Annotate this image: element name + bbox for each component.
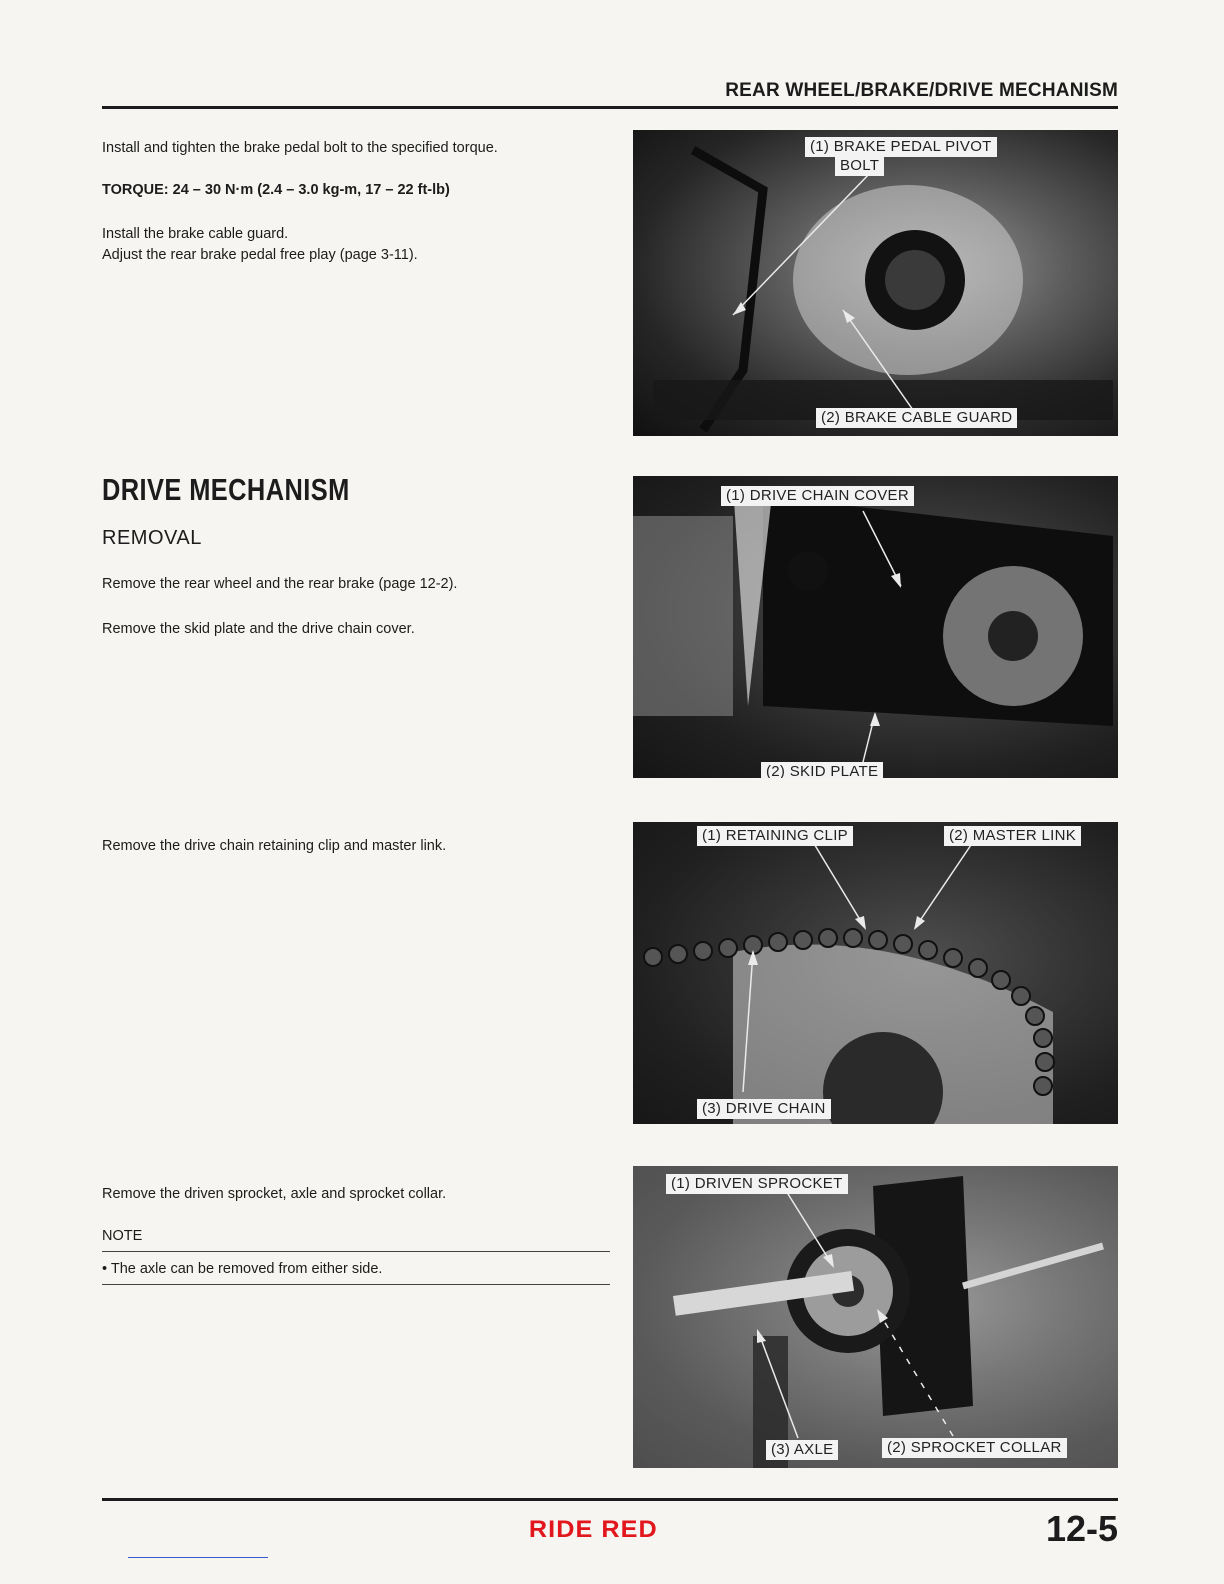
callout-brake-cable-guard: (2) BRAKE CABLE GUARD [816, 408, 1017, 428]
photo-driven-sprocket [633, 1166, 1118, 1468]
callout-brake-pedal-pivot-bolt: BOLT [835, 156, 884, 176]
callout-sprocket-collar: (2) SPROCKET COLLAR [882, 1438, 1067, 1458]
callout-master-link: (2) MASTER LINK [944, 826, 1081, 846]
photo-drive-chain-art [633, 822, 1118, 1124]
photo-drive-chain-cover-art [633, 476, 1118, 778]
page-number: 12-5 [1045, 1508, 1118, 1549]
header-title: REAR WHEEL/BRAKE/DRIVE MECHANISM [725, 80, 1118, 101]
photo-driven-sprocket-art [633, 1166, 1118, 1468]
install-pedal-bolt-text: Install and tighten the brake pedal bolt to the specified torque. [102, 140, 498, 156]
footer-link-underline [128, 1557, 268, 1558]
note-rule-bottom [102, 1284, 610, 1285]
header-rule [102, 106, 1118, 109]
subsection-title: REMOVAL [102, 527, 202, 549]
note-item: • The axle can be removed from either side. [102, 1261, 383, 1277]
footer-brand: RIDE RED [528, 1516, 658, 1543]
step-remove-wheel: Remove the rear wheel and the rear brake (page 12-2). [102, 576, 458, 592]
photo-drive-chain [633, 822, 1118, 1124]
callout-drive-chain-cover: (1) DRIVE CHAIN COVER [721, 486, 914, 506]
step-remove-skid-plate: Remove the skid plate and the drive chain cover. [102, 621, 415, 637]
step-remove-chain-clip: Remove the drive chain retaining clip and master link. [102, 838, 447, 854]
photo-drive-chain-cover [633, 476, 1118, 778]
footer-rule [102, 1498, 1118, 1501]
callout-retaining-clip: (1) RETAINING CLIP [697, 826, 853, 846]
photo-brake-pedal [633, 130, 1118, 436]
callout-axle: (3) AXLE [766, 1440, 838, 1460]
install-cable-guard-text: Install the brake cable guard. [102, 226, 289, 242]
torque-spec: TORQUE: 24 – 30 N·m (2.4 – 3.0 kg-m, 17 – 22 ft-lb) [102, 182, 450, 198]
section-title: DRIVE MECHANISM [102, 472, 350, 507]
note-rule-top [102, 1251, 610, 1252]
adjust-free-play-text: Adjust the rear brake pedal free play (page 3-11). [102, 247, 418, 263]
note-label: NOTE [102, 1228, 143, 1244]
step-remove-sprocket: Remove the driven sprocket, axle and sprocket collar. [102, 1186, 447, 1202]
callout-driven-sprocket: (1) DRIVEN SPROCKET [666, 1174, 848, 1194]
callout-drive-chain: (3) DRIVE CHAIN [697, 1099, 831, 1119]
callout-skid-plate: (2) SKID PLATE [761, 762, 883, 778]
callout-brake-pedal-pivot: (1) BRAKE PEDAL PIVOT [805, 137, 997, 157]
